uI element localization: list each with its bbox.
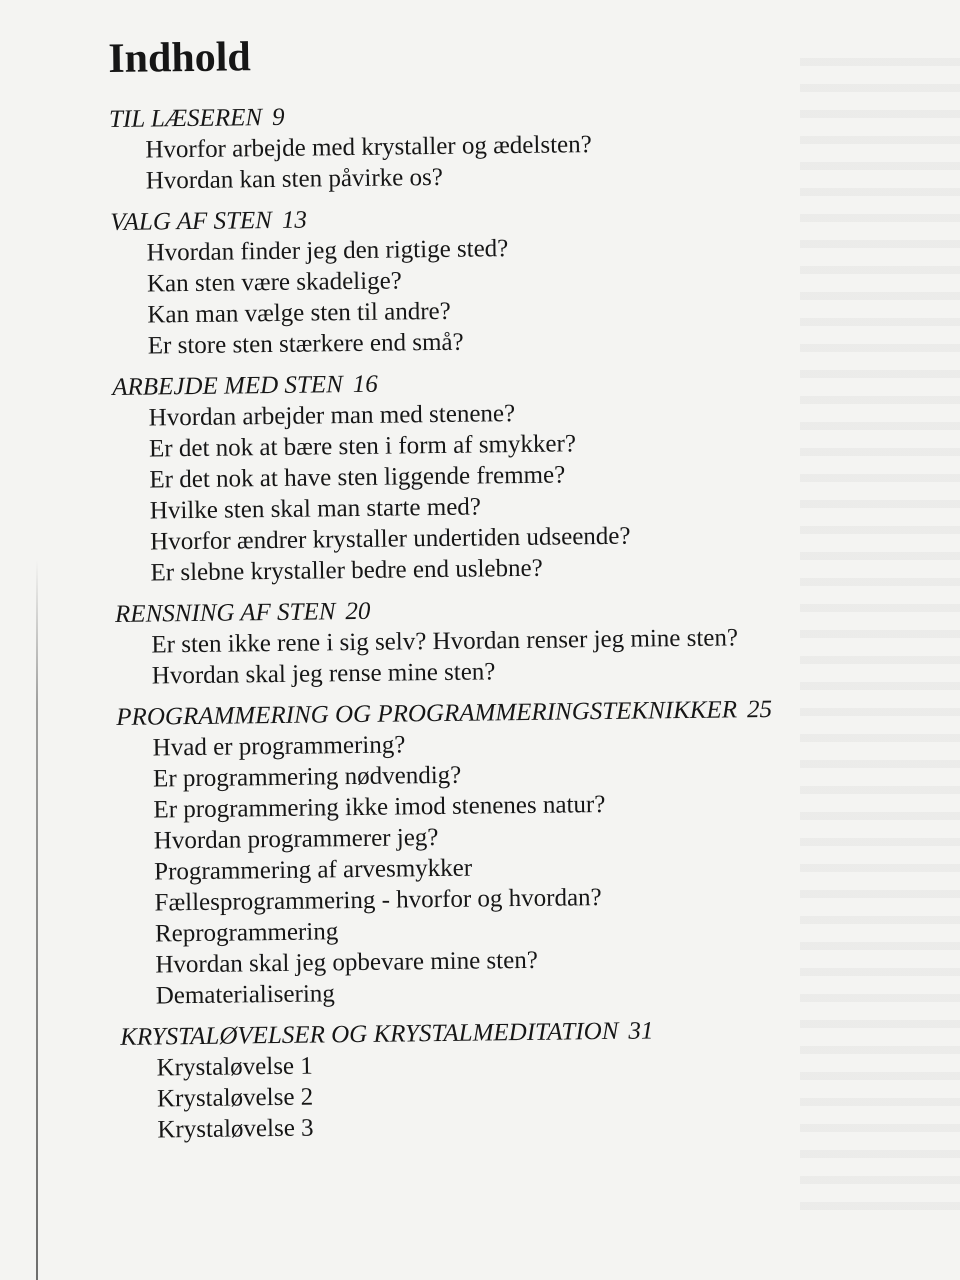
toc-item: Kan man vælge sten til andre?	[147, 298, 451, 329]
section-page-number: 9	[271, 104, 285, 132]
section-title-text: TIL LÆSEREN	[108, 104, 263, 134]
toc-item: Reprogrammering	[154, 918, 339, 948]
toc-item: Er programmering ikke imod stenenes natur?	[153, 791, 606, 824]
toc-section-valg-af-sten	[110, 197, 912, 362]
toc-item: Krystaløvelse 3	[157, 1114, 314, 1144]
toc-item: Er sten ikke rene i sig selv? Hvordan renser jeg mine sten?	[151, 624, 739, 659]
toc-item: Hvad er programmering?	[152, 731, 406, 762]
toc-section-programmering	[116, 692, 920, 1012]
toc-item: Hvordan arbejder man med stenene?	[148, 400, 516, 432]
toc-item: Er programmering nødvendig?	[152, 761, 462, 793]
page-title: Indhold	[108, 34, 252, 82]
section-items	[109, 125, 910, 197]
toc-item: Fællesprogrammering - hvorfor og hvordan?	[154, 884, 602, 917]
section-page-number: 16	[352, 370, 378, 399]
toc-item: Hvordan programmerer jeg?	[153, 824, 439, 855]
section-title-text: RENSNING AF STEN	[114, 598, 336, 629]
section-title-text: VALG AF STEN	[110, 207, 273, 237]
section-title-text: ARBEJDE MED STEN	[112, 371, 343, 402]
section-items	[115, 620, 916, 692]
toc-item: Hvorfor arbejde med krystaller og ædelsten?	[145, 131, 592, 164]
toc-item: Hvordan kan sten påvirke os?	[145, 164, 444, 195]
toc-item: Kan sten være skadelige?	[146, 267, 402, 298]
section-page-number: 25	[746, 696, 773, 724]
toc-item: Hvordan finder jeg den rigtige sted?	[146, 235, 509, 267]
toc-item: Dematerialisering	[155, 980, 335, 1010]
toc-item: Krystaløvelse 1	[156, 1052, 313, 1082]
toc-item: Hvilke sten skal man starte med?	[149, 493, 482, 525]
section-items	[117, 723, 920, 1012]
section-title-text: KRYSTALØVELSER OG KRYSTALMEDITATION	[120, 1018, 619, 1052]
section-page-number: 13	[281, 206, 308, 235]
toc-item: Hvorfor ændrer krystaller undertiden udseende?	[150, 522, 631, 556]
table-of-contents	[108, 26, 922, 1156]
binding-edge	[36, 560, 38, 1280]
toc-item: Er slebne krystaller bedre end uslebne?	[150, 554, 543, 587]
toc-section-arbejde-med-sten	[112, 362, 915, 589]
toc-item: Hvordan skal jeg rense mine sten?	[151, 658, 496, 690]
toc-item: Hvordan skal jeg opbevare mine sten?	[155, 947, 539, 979]
toc-item: Er store sten stærkere end små?	[147, 328, 464, 360]
toc-section-til-laeseren	[109, 94, 910, 197]
section-page-number: 20	[345, 598, 371, 626]
section-items	[120, 1043, 921, 1146]
toc-item: Er det nok at bære sten i form af smykker?	[148, 430, 577, 463]
section-items	[112, 393, 914, 589]
section-items	[110, 228, 911, 362]
toc-section-krystaloevelser	[120, 1012, 921, 1146]
toc-item: Krystaløvelse 2	[156, 1083, 314, 1113]
toc-item: Er det nok at have sten liggende fremme?	[149, 461, 566, 494]
toc-section-rensning-af-sten	[115, 589, 916, 692]
section-page-number: 31	[628, 1017, 654, 1045]
section-title-text: PROGRAMMERING OG PROGRAMMERINGSTEKNIKKER	[116, 696, 738, 732]
toc-item: Programmering af arvesmykker	[154, 854, 473, 886]
